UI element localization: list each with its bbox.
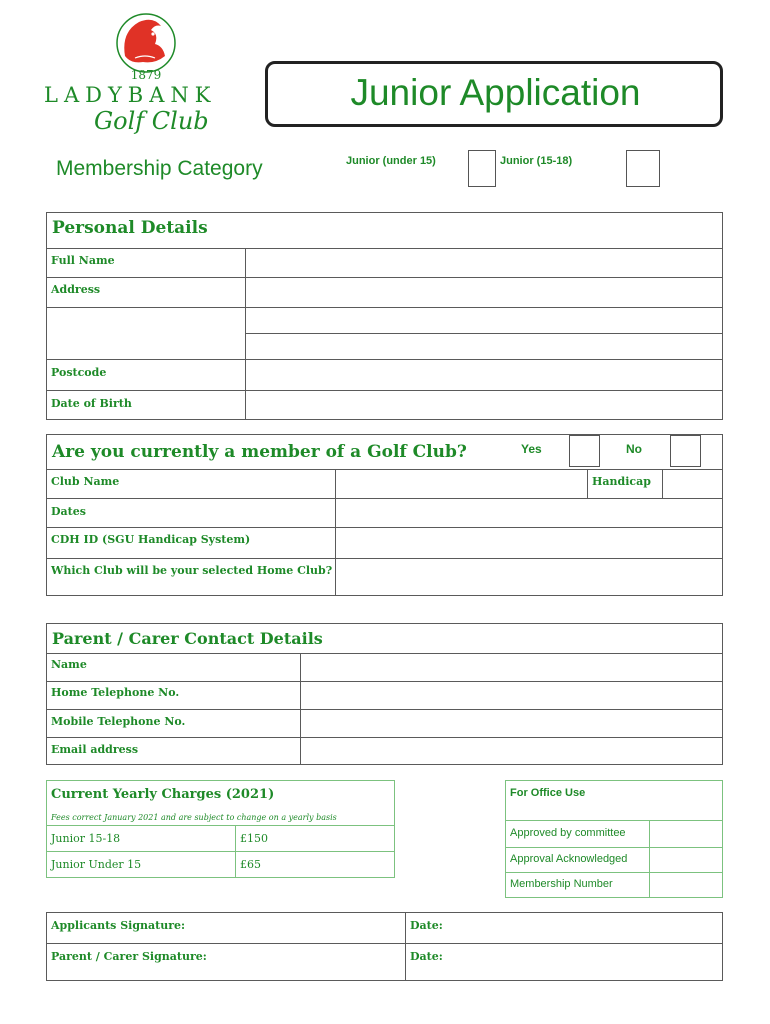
parent-date-field[interactable] [405, 943, 723, 981]
address-field-3[interactable] [245, 333, 723, 360]
home-club-label: Which Club will be your selected Home Club? [51, 564, 333, 577]
membership-number-field[interactable] [649, 872, 723, 898]
postcode-field[interactable] [245, 359, 723, 391]
mobile-tel-field[interactable] [300, 709, 723, 738]
handicap-field[interactable] [662, 469, 723, 499]
option-junior-under-15: Junior (under 15) [346, 155, 436, 167]
address-field-1[interactable] [245, 277, 723, 308]
office-use-heading: For Office Use [510, 787, 586, 799]
golf-club-header [46, 434, 723, 470]
dates-field[interactable] [335, 498, 723, 528]
page-title: Junior Application [350, 72, 641, 113]
logo-name: LADYBANK [44, 83, 217, 107]
home-club-label-cell [46, 558, 336, 596]
parent-date-label: Date: [410, 950, 443, 963]
parent-heading: Parent / Carer Contact Details [52, 629, 323, 648]
email-label-cell [46, 737, 301, 765]
dob-field[interactable] [245, 390, 723, 420]
cdh-label-cell [46, 527, 336, 559]
parent-signature-label: Parent / Carer Signature: [51, 950, 207, 963]
dates-label: Dates [51, 505, 86, 518]
dob-label-cell [46, 390, 246, 420]
postcode-label-cell [46, 359, 246, 391]
applicant-signature-field[interactable] [46, 912, 406, 944]
no-checkbox[interactable] [670, 435, 701, 467]
cdh-field[interactable] [335, 527, 723, 559]
home-tel-field[interactable] [300, 681, 723, 710]
acknowledged-field[interactable] [649, 847, 723, 873]
acknowledged-label-cell [505, 847, 650, 873]
approved-field[interactable] [649, 820, 723, 848]
charge-row-1-label: Junior 15-18 [51, 832, 121, 845]
junior-15-18-checkbox[interactable] [626, 150, 660, 187]
charge-row-2-label-cell [46, 851, 236, 878]
postcode-label: Postcode [51, 366, 107, 379]
personal-details-heading: Personal Details [52, 218, 208, 238]
logo-year: 1879 [130, 68, 162, 82]
parent-signature-field[interactable] [46, 943, 406, 981]
club-name-field[interactable] [335, 469, 588, 499]
office-use-header [505, 780, 723, 821]
charge-row-2-label: Junior Under 15 [51, 858, 142, 871]
title-box [265, 61, 723, 127]
address-label: Address [51, 283, 101, 296]
address-label-cell [46, 277, 246, 360]
charge-row-1-fee-cell [235, 825, 395, 852]
club-name-label: Club Name [51, 475, 120, 488]
charge-row-2-fee: £65 [240, 858, 261, 871]
membership-category-label: Membership Category [56, 157, 263, 180]
no-label: No [626, 442, 642, 456]
email-label: Email address [51, 743, 139, 756]
dates-label-cell [46, 498, 336, 528]
parent-name-label: Name [51, 658, 87, 671]
membership-number-label: Membership Number [510, 878, 613, 890]
full-name-field[interactable] [245, 248, 723, 278]
applicant-date-field[interactable] [405, 912, 723, 944]
address-field-2[interactable] [245, 307, 723, 334]
approved-label: Approved by committee [510, 827, 626, 839]
home-club-field[interactable] [335, 558, 723, 596]
approved-label-cell [505, 820, 650, 848]
applicant-date-label: Date: [410, 919, 443, 932]
dob-label: Date of Birth [51, 397, 132, 410]
charge-row-1-fee: £150 [240, 832, 268, 845]
applicant-signature-label: Applicants Signature: [51, 919, 186, 932]
mobile-tel-label-cell [46, 709, 301, 738]
option-junior-15-18: Junior (15-18) [500, 155, 573, 167]
club-logo [40, 10, 250, 145]
membership-number-label-cell [505, 872, 650, 898]
parent-name-label-cell [46, 653, 301, 682]
acknowledged-label: Approval Acknowledged [510, 853, 628, 865]
yes-label: Yes [521, 442, 542, 456]
charges-note: Fees correct January 2021 and are subject to change on a yearly basis [51, 813, 337, 822]
full-name-label: Full Name [51, 254, 115, 267]
email-field[interactable] [300, 737, 723, 765]
club-name-label-cell [46, 469, 336, 499]
yes-checkbox[interactable] [569, 435, 600, 467]
personal-details-header [46, 212, 723, 249]
charges-heading: Current Yearly Charges (2021) [51, 787, 275, 802]
cdh-id-label: CDH ID (SGU Handicap System) [51, 533, 251, 546]
full-name-label-cell [46, 248, 246, 278]
charge-row-1-label-cell [46, 825, 236, 852]
golf-club-heading: Are you currently a member of a Golf Club? [52, 442, 467, 462]
parent-header [46, 623, 723, 654]
squirrel-emblem-icon [115, 12, 177, 74]
handicap-label: Handicap [592, 475, 651, 488]
charges-header [46, 780, 395, 826]
logo-subtitle: Golf Club [94, 107, 209, 135]
handicap-label-cell [587, 469, 663, 499]
junior-under-15-checkbox[interactable] [468, 150, 496, 187]
charge-row-2-fee-cell [235, 851, 395, 878]
address-divider [46, 307, 246, 308]
home-tel-label: Home Telephone No. [51, 686, 180, 699]
parent-name-field[interactable] [300, 653, 723, 682]
mobile-tel-label: Mobile Telephone No. [51, 715, 186, 728]
home-tel-label-cell [46, 681, 301, 710]
